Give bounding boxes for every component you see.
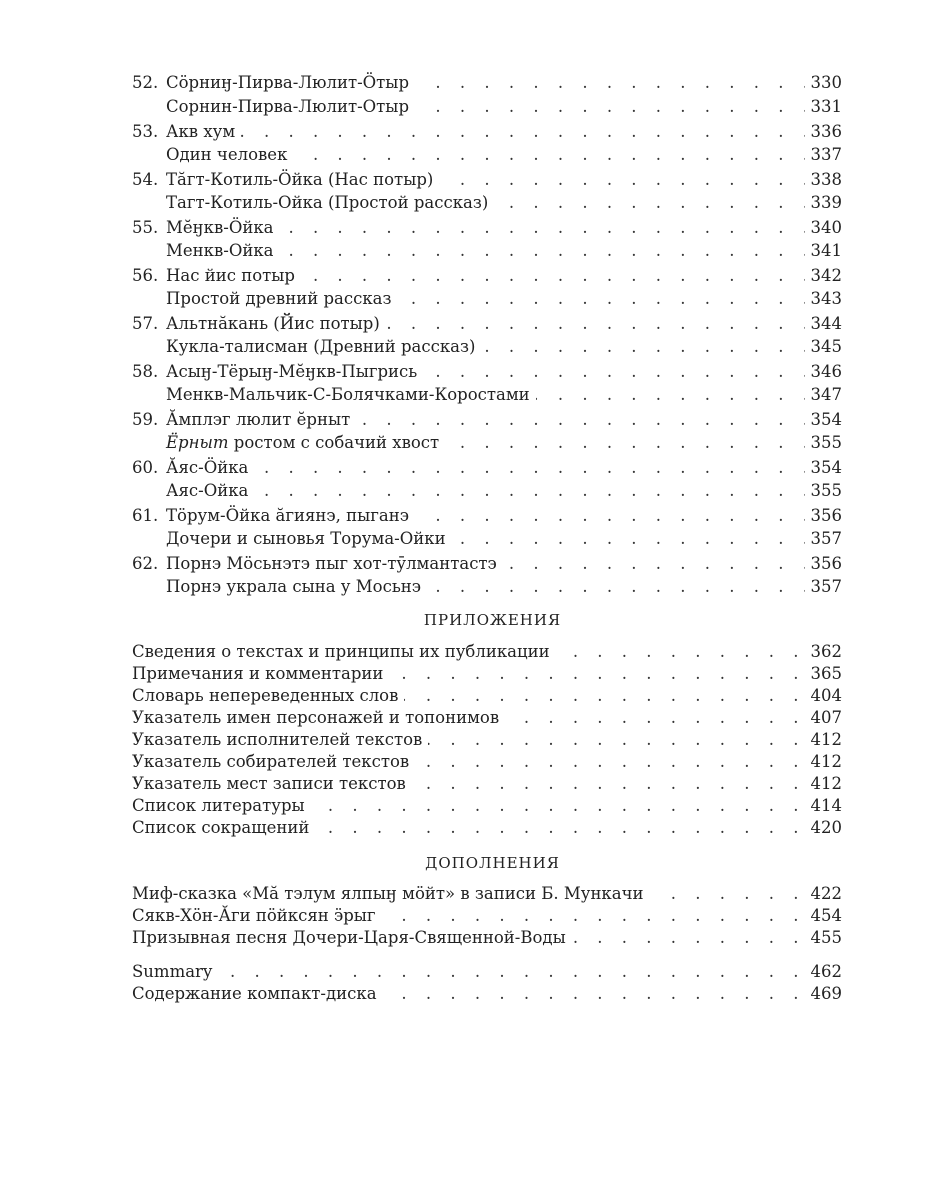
entry-page: 338 [805,168,843,191]
entry-page: 346 [805,360,843,383]
entry-title: Тагт-Котиль-Ойка (Простой рассказ) [166,191,494,214]
toc-entry [0,728,929,751]
entry-title [166,431,445,454]
entry-title: Нас йис потыр [166,264,301,287]
toc-entry [0,772,929,795]
entry-title: Порнэ Мӧсьнэтэ пыг хот-тӯлмантастэ [166,552,503,575]
toc-entry [0,120,929,143]
entry-title: Указатель собирателей текстов [132,750,415,773]
entry-page: 455 [805,926,843,949]
entry-number: 61. [132,506,159,525]
entry-title: Список литературы [132,794,311,817]
toc-entry [0,456,929,479]
toc-entry [0,504,929,527]
toc-entry [0,479,929,502]
entry-page: 420 [805,816,843,839]
leader-dots [166,120,806,143]
entry-title: Менкв-Мальчик-С-Болячками-Коростами [166,383,536,406]
leader-dots [166,479,806,502]
entry-title: Порнэ украла сына у Мосьнэ [166,575,427,598]
entry-title: Мӗӈкв-Ӧйка [166,216,280,239]
entry-number: 52. [132,73,159,92]
toc-entry [0,552,929,575]
entry-number: 60. [132,458,159,477]
entry-page: 336 [805,120,843,143]
entry-number: 59. [132,410,159,429]
entry-page: 341 [805,239,843,262]
toc-entry [0,191,929,214]
toc-entry [0,216,929,239]
entry-page: 343 [805,287,843,310]
entry-title: Указатель мест записи текстов [132,772,412,795]
entry-page: 404 [805,684,843,707]
toc-entry [0,335,929,358]
entry-title: Сӧрниӈ-Пирва-Люлит-Ӧтыр [166,71,415,94]
entry-title: Сорнин-Пирва-Люлит-Отыр [166,95,415,118]
entry-title: Примечания и комментарии [132,662,389,685]
toc-entry [0,264,929,287]
toc-entry [0,882,929,905]
entry-title: Альтнӑкань (Йис потыр) [166,312,386,335]
toc-entry [0,71,929,94]
entry-page: 357 [805,575,843,598]
entry-title: Простой древний рассказ [166,287,397,310]
entry-page: 354 [805,456,843,479]
leader-dots [166,456,806,479]
toc-entry [0,816,929,839]
entry-page: 342 [805,264,843,287]
entry-number: 55. [132,218,159,237]
entry-title: Содержание компакт-диска [132,982,383,1005]
entry-page: 454 [805,904,843,927]
toc-entry [0,431,929,454]
toc-entry [0,287,929,310]
toc-entry [0,750,929,773]
section-heading-appendix: ПРИЛОЖЕНИЯ [423,611,562,629]
entry-title: Менкв-Ойка [166,239,280,262]
entry-title: Список сокращений [132,816,315,839]
toc-entry [0,982,929,1005]
toc-entry [0,95,929,118]
entry-title: Один человек [166,143,293,166]
entry-title: Кукла-талисман (Древний рассказ) [166,335,481,358]
toc-entry [0,239,929,262]
entry-number: 57. [132,314,159,333]
entry-page: 356 [805,552,843,575]
toc-entry [0,383,929,406]
entry-page: 357 [805,527,843,550]
entry-page: 340 [805,216,843,239]
entry-page: 412 [805,728,843,751]
toc-entry [0,706,929,729]
entry-page: 347 [805,383,843,406]
entry-number: 54. [132,170,159,189]
entry-number: 58. [132,362,159,381]
section-heading-addenda: ДОПОЛНЕНИЯ [425,854,560,872]
toc-entry [0,904,929,927]
toc-entry [0,640,929,663]
entry-title: Призывная песня Дочери-Царя-Священной-Воды [132,926,572,949]
entry-page: 365 [805,662,843,685]
entry-title: Сведения о текстах и принципы их публикации [132,640,556,663]
entry-title: Summary [132,960,218,983]
entry-title: Тӑгт-Котиль-Ӧйка (Нас потыр) [166,168,439,191]
toc-entry [0,360,929,383]
entry-title: Указатель исполнителей текстов [132,728,428,751]
toc-entry [0,143,929,166]
entry-page: 345 [805,335,843,358]
entry-number: 56. [132,266,159,285]
entry-page: 412 [805,750,843,773]
entry-title-rest: ростом с собачий хвост [228,433,440,452]
entry-title: Аяс-Ойка [166,479,254,502]
entry-title: Асыӈ-Тёрыӈ-Мӗӈкв-Пыгрись [166,360,423,383]
entry-title: Словарь непереведенных слов [132,684,404,707]
toc-entry [0,575,929,598]
toc-entry [0,312,929,335]
entry-page: 412 [805,772,843,795]
entry-title: Ӑяс-Ӧйка [166,456,254,479]
entry-page: 331 [805,95,843,118]
entry-page: 469 [805,982,843,1005]
entry-title: Тӧрум-Ӧйка ӑгиянэ, пыганэ [166,504,415,527]
entry-title: Сякв-Хӧн-Ӑги пӧйксян ӭрыг [132,904,382,927]
entry-page: 344 [805,312,843,335]
entry-page: 407 [805,706,843,729]
entry-page: 355 [805,431,843,454]
entry-title-italic: Ёрныт [166,433,229,452]
entry-page: 337 [805,143,843,166]
toc-entry [0,662,929,685]
entry-page: 354 [805,408,843,431]
toc-entry [0,684,929,707]
toc-entry [0,527,929,550]
entry-number: 53. [132,122,159,141]
entry-page: 462 [805,960,843,983]
entry-page: 339 [805,191,843,214]
entry-page: 356 [805,504,843,527]
toc-entry [0,168,929,191]
entry-title: Миф-сказка «Мӑ тэлум ялпыӈ мӧйт» в записи Б. Мункачи [132,882,650,905]
entry-page: 362 [805,640,843,663]
entry-page: 422 [805,882,843,905]
toc-entry [0,960,929,983]
entry-title: Ӑмплэг люлит ӗрныт [166,408,356,431]
entry-title: Указатель имен персонажей и топонимов [132,706,505,729]
toc-entry [0,926,929,949]
toc-entry [0,408,929,431]
toc-entry [0,794,929,817]
entry-page: 330 [805,71,843,94]
entry-page: 414 [805,794,843,817]
entry-title: Дочери и сыновья Торума-Ойки [166,527,452,550]
entry-page: 355 [805,479,843,502]
entry-title: Акв хум [166,120,241,143]
entry-number: 62. [132,554,159,573]
leader-dots [132,960,806,983]
